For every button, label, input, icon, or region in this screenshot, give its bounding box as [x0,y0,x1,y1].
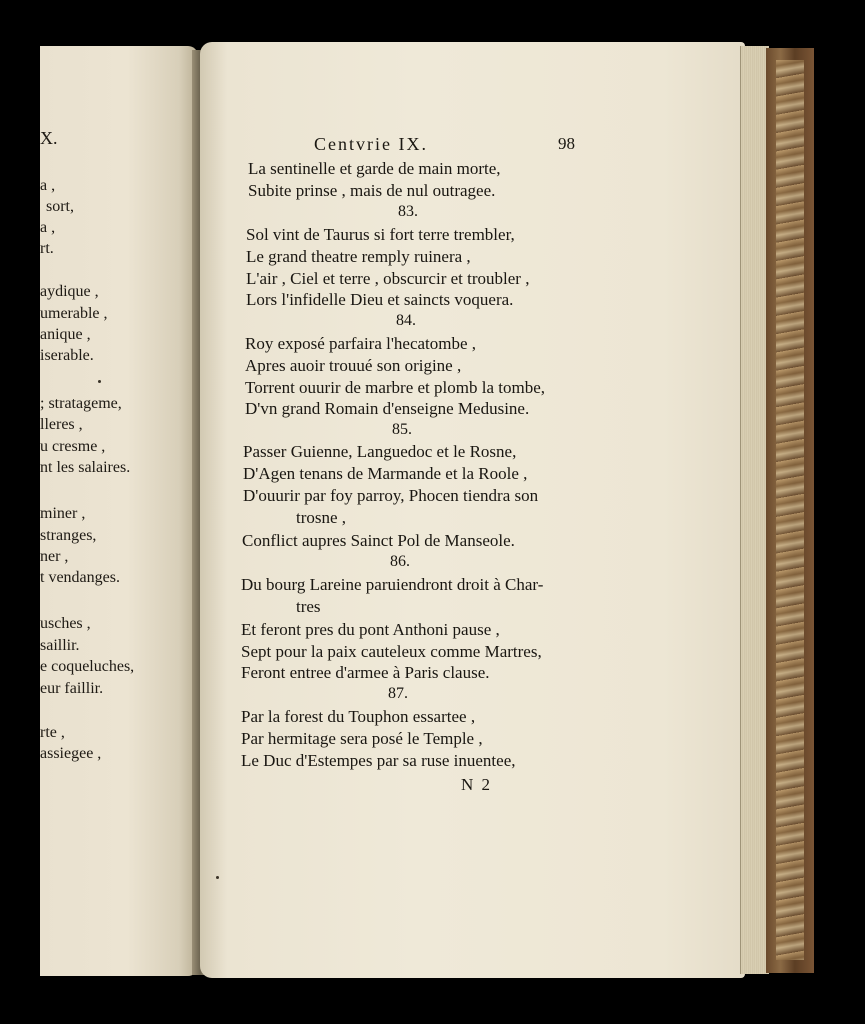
verse-line: Subite prinse , mais de nul outragee. [248,181,496,200]
left-page-line: a , [40,177,56,194]
verse-line: Roy exposé parfaira l'hecatombe , [245,334,477,353]
left-page-line: rte , [40,724,65,741]
left-page-line: eur faillir. [40,680,104,697]
left-page-line: ner , [40,548,69,565]
left-page-line: assiegee , [40,745,102,762]
verse-line: L'air , Ciel et terre , obscurcir et troubler , [246,269,530,288]
left-page-line: e coqueluches, [40,658,135,675]
quatrain-number: 84. [396,312,416,329]
verse-line: Apres auoir trouué son origine , [245,356,462,375]
left-page-line: aydique , [40,283,99,300]
left-page-line: lleres , [40,416,83,433]
verse-line: Passer Guienne, Languedoc et le Rosne, [243,442,517,461]
left-page-line: sort, [46,198,74,215]
verse-line: Le grand theatre remply ruinera , [246,247,471,266]
page-number: 98 [558,134,575,153]
verse-line: Torrent ouurir de marbre et plomb la tombe, [245,378,545,397]
verse-line: Par la forest du Touphon essartee , [241,707,476,726]
marbled-cover [776,60,804,960]
left-page-line: umerable , [40,305,108,322]
verse-line: Sept pour la paix cauteleux comme Martres, [241,642,542,661]
left-page [40,46,198,976]
left-page-line: stranges, [40,527,97,544]
verse-line: Conflict aupres Sainct Pol de Manseole. [242,531,515,550]
verse-line: Du bourg Lareine paruiendront droit à Char- [241,575,544,594]
quatrain-number: 87. [388,685,408,702]
left-page-line: nt les salaires. [40,459,131,476]
verse-line: D'vn grand Romain d'enseigne Medusine. [245,399,530,418]
left-page-line: t vendanges. [40,569,120,586]
left-page-line: rt. [40,240,54,257]
quatrain-number: 83. [398,203,418,220]
signature-mark: N 2 [461,775,493,794]
verse-line: trosne , [296,508,347,527]
page-edges [740,46,769,974]
left-page-line: miner , [40,505,86,522]
page-header [0,134,865,158]
ink-speck [98,380,101,383]
verse-line: D'Agen tenans de Marmande et la Roole , [243,464,528,483]
quatrain-number: 85. [392,421,412,438]
verse-line: Lors l'infidelle Dieu et saincts voquera. [246,290,514,309]
left-page-line: usches , [40,615,91,632]
left-page-line: X. [40,128,58,148]
verse-line: Le Duc d'Estempes par sa ruse inuentee, [241,751,516,770]
left-page-line: anique , [40,326,91,343]
verse-line: Par hermitage sera posé le Temple , [241,729,483,748]
running-head: Centvrie IX. [314,134,428,154]
left-page-line: iserable. [40,347,94,364]
left-page-line: ; stratageme, [40,395,122,412]
left-page-line: a , [40,219,56,236]
verse-line: Et feront pres du pont Anthoni pause , [241,620,500,639]
verse-line: D'ouurir par foy parroy, Phocen tiendra son [243,486,539,505]
left-page-line: u cresme , [40,438,106,455]
verse-line: Feront entree d'armee à Paris clause. [241,663,490,682]
verse-line: Sol vint de Taurus si fort terre trembler, [246,225,515,244]
verse-line: La sentinelle et garde de main morte, [248,159,501,178]
ink-speck [216,876,219,879]
verse-line: tres [296,597,321,616]
left-page-line: saillir. [40,637,80,654]
quatrain-number: 86. [390,553,410,570]
